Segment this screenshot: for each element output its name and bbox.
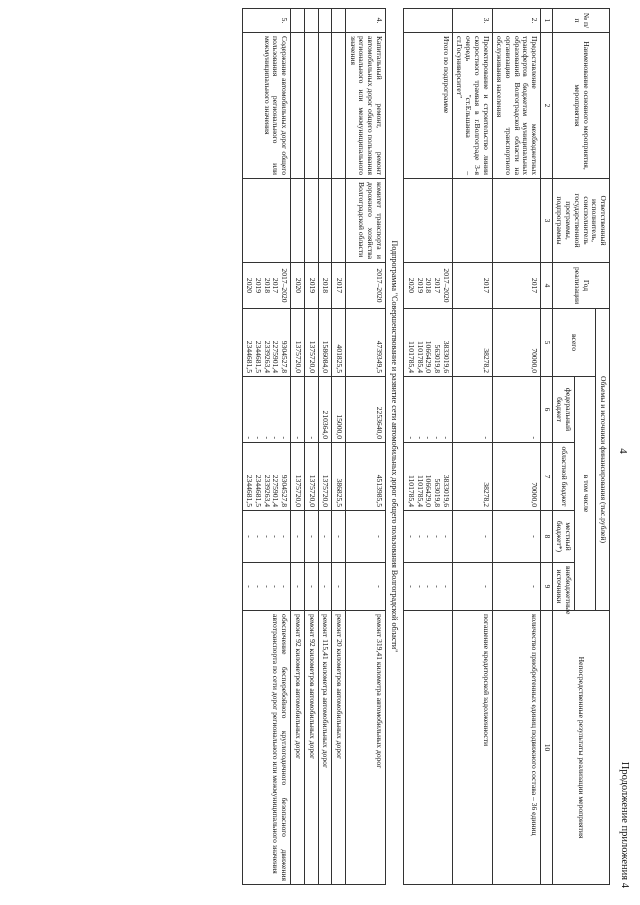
year: 2017–2020 2017 2018 2019 2020 (404, 263, 453, 309)
federal-amount: - (291, 377, 305, 443)
local-amount: - (332, 511, 346, 563)
year: 2017 (332, 263, 346, 309)
column-index-row (541, 9, 553, 885)
total-amount: 70000,0 (492, 309, 541, 377)
federal-amount: 210364,0 (318, 377, 332, 443)
regional-amount: 4513985,5 (346, 443, 386, 511)
result-text: ремонт 92 километров автомобильных дорог (304, 611, 318, 885)
regional-amount: 38278,2 (452, 443, 492, 511)
header-local: местный бюджет*) (552, 511, 574, 563)
extra-amount: - (291, 563, 305, 611)
executor (492, 179, 541, 263)
row-number: 2. (492, 9, 541, 33)
table-row (332, 9, 346, 885)
result-text: погашение кредиторской задолженности (452, 611, 492, 885)
table-row (492, 9, 541, 885)
local-amount: - (304, 511, 318, 563)
executor (291, 179, 305, 263)
regional-amount: 1375720,0 (291, 443, 305, 511)
extra-amount: - (452, 563, 492, 611)
total-amount: 401825,5 (332, 309, 346, 377)
header-year: Год реализации (552, 263, 609, 309)
table-body-first (404, 9, 541, 885)
extra-amount: - (346, 563, 386, 611)
year: 2017 (452, 263, 492, 309)
row-number: 3. (452, 9, 492, 33)
local-amount: - (318, 511, 332, 563)
measure-name: Проектирование и строительство линии скоростного трамвая в г.Волгограде 3-я очередь "ст.Ельшанка – ст.Госуниверситет" (452, 33, 492, 179)
federal-amount: - - - - - (404, 377, 453, 443)
extra-amount: - (492, 563, 541, 611)
year: 2017–2020 2017 2018 2019 2020 (242, 263, 291, 309)
header-finance: Объемы и источники финансирования (тыс.рублей) (596, 309, 610, 611)
col-index: 2 (541, 33, 553, 179)
executor (304, 179, 318, 263)
executor (242, 179, 291, 263)
regional-amount: 9304527,8 2275901,4 2339263,4 2344681,5 2344681,5 (242, 443, 291, 511)
header-no: № п/п (552, 9, 609, 33)
federal-amount: - (452, 377, 492, 443)
col-index: 10 (541, 611, 553, 885)
page-number: 4 (616, 448, 629, 454)
table-row (404, 9, 453, 885)
executor: комитет транспорта и дорожного хозяйства Волгоградской области (346, 179, 386, 263)
year: 2017 (492, 263, 541, 309)
header-regional: областной бюджет (552, 443, 574, 511)
result-text: количество приобретенных единиц подвижного состава – 36 единиц (492, 611, 541, 885)
regional-amount: 1375720,0 (318, 443, 332, 511)
subprogram-title: Подпрограмма "Совершенствование и развитие сети автомобильных дорог общего пользования Волгоградской области" (385, 9, 403, 885)
total-amount: 3833019,6 563019,8 1066429,0 1101785,4 1101785,4 (404, 309, 453, 377)
local-amount: - (291, 511, 305, 563)
measure-name (304, 33, 318, 179)
extra-amount: - (318, 563, 332, 611)
col-index: 3 (541, 179, 553, 263)
row-number (304, 9, 318, 33)
col-index: 9 (541, 563, 553, 611)
row-number (404, 9, 453, 33)
result-text: ремонт 115,41 километра автомобильных дорог (318, 611, 332, 885)
header-name: Наименование основного мероприятия, мероприятия (552, 33, 609, 179)
extra-amount: - - - - - (404, 563, 453, 611)
regional-amount: 3833019,6 563019,8 1066429,0 1101785,4 1101785,4 (404, 443, 453, 511)
result-text: ремонт 20 километров автомобильных дорог (332, 611, 346, 885)
executor (332, 179, 346, 263)
extra-amount: - (332, 563, 346, 611)
row-number: 5. (242, 9, 291, 33)
header-including: в том числе (575, 377, 596, 611)
measure-name (318, 33, 332, 179)
header-extra: внебюджетные источники (552, 563, 574, 611)
federal-amount: 2253640,0 (346, 377, 386, 443)
row-number: 4. (346, 9, 386, 33)
regional-amount: 1375720,0 (304, 443, 318, 511)
program-table (242, 8, 610, 885)
local-amount: - (452, 511, 492, 563)
federal-amount: - - - - - (242, 377, 291, 443)
col-index: 4 (541, 263, 553, 309)
row-number (291, 9, 305, 33)
result-text (404, 611, 453, 885)
measure-name: Предоставление межбюджетных трансфертов бюджетам муниципальных образований Волгоградской области на организацию транспортного обслуживания населения (492, 33, 541, 179)
local-amount: - - - - - (242, 511, 291, 563)
table-row (242, 9, 291, 885)
year: 2019 (304, 263, 318, 309)
year: 2018 (318, 263, 332, 309)
result-text: обеспечение бесперебойного круглогодичного безопасного движения автотранспорта по сети дорог регионального или межмуниципального значения (242, 611, 291, 885)
year: 2017–2020 (346, 263, 386, 309)
header-total: всего (552, 309, 596, 377)
total-amount: 9304527,8 2275901,4 2339263,4 2344681,5 2344681,5 (242, 309, 291, 377)
local-amount: - - - - - (404, 511, 453, 563)
measure-name (332, 33, 346, 179)
total-amount: 1375720,0 (304, 309, 318, 377)
total-amount: 1375720,0 (291, 309, 305, 377)
local-amount: - (346, 511, 386, 563)
measure-name: Капитальный ремонт, ремонт автомобильных дорог общего пользования регионального или межмуниципального значения (346, 33, 386, 179)
col-index: 8 (541, 511, 553, 563)
regional-amount: 386825,5 (332, 443, 346, 511)
executor (318, 179, 332, 263)
federal-amount: - (492, 377, 541, 443)
executor (452, 179, 492, 263)
table-row (291, 9, 305, 885)
regional-amount: 70000,0 (492, 443, 541, 511)
table-body-second (242, 9, 385, 885)
table-row (452, 9, 492, 885)
header-executor: Ответственный исполнитель, соисполнитель государственной программы, подпрограммы (552, 179, 609, 263)
table-row (304, 9, 318, 885)
header-results: Непосредственные результаты реализации мероприятия (552, 611, 609, 885)
extra-amount: - (304, 563, 318, 611)
measure-name: Итого по подпрограмме (404, 33, 453, 179)
table-row (318, 9, 332, 885)
year: 2020 (291, 263, 305, 309)
table-row (346, 9, 386, 885)
measure-name: Содержание автомобильных дорог общего пользования регионального или межмуниципального значения (242, 33, 291, 179)
result-text: ремонт 319,41 километра автомобильных дорог (346, 611, 386, 885)
col-index: 1 (541, 9, 553, 33)
col-index: 7 (541, 443, 553, 511)
subprogram-row (385, 9, 403, 885)
local-amount: - (492, 511, 541, 563)
total-amount: 38278,2 (452, 309, 492, 377)
extra-amount: - - - - - (242, 563, 291, 611)
row-number (318, 9, 332, 33)
header-federal: федеральный бюджет (552, 377, 574, 443)
result-text: ремонт 92 километров автомобильных дорог (291, 611, 305, 885)
row-number (332, 9, 346, 33)
col-index: 6 (541, 377, 553, 443)
federal-amount: - (304, 377, 318, 443)
executor (404, 179, 453, 263)
header-row-1 (596, 9, 610, 885)
total-amount: 4739349,5 (346, 309, 386, 377)
measure-name (291, 33, 305, 179)
continuation-label: Продолжение приложения 4 (619, 761, 630, 888)
subprogram-section (385, 9, 403, 885)
federal-amount: 15000,0 (332, 377, 346, 443)
total-amount: 1586084,0 (318, 309, 332, 377)
col-index: 5 (541, 309, 553, 377)
